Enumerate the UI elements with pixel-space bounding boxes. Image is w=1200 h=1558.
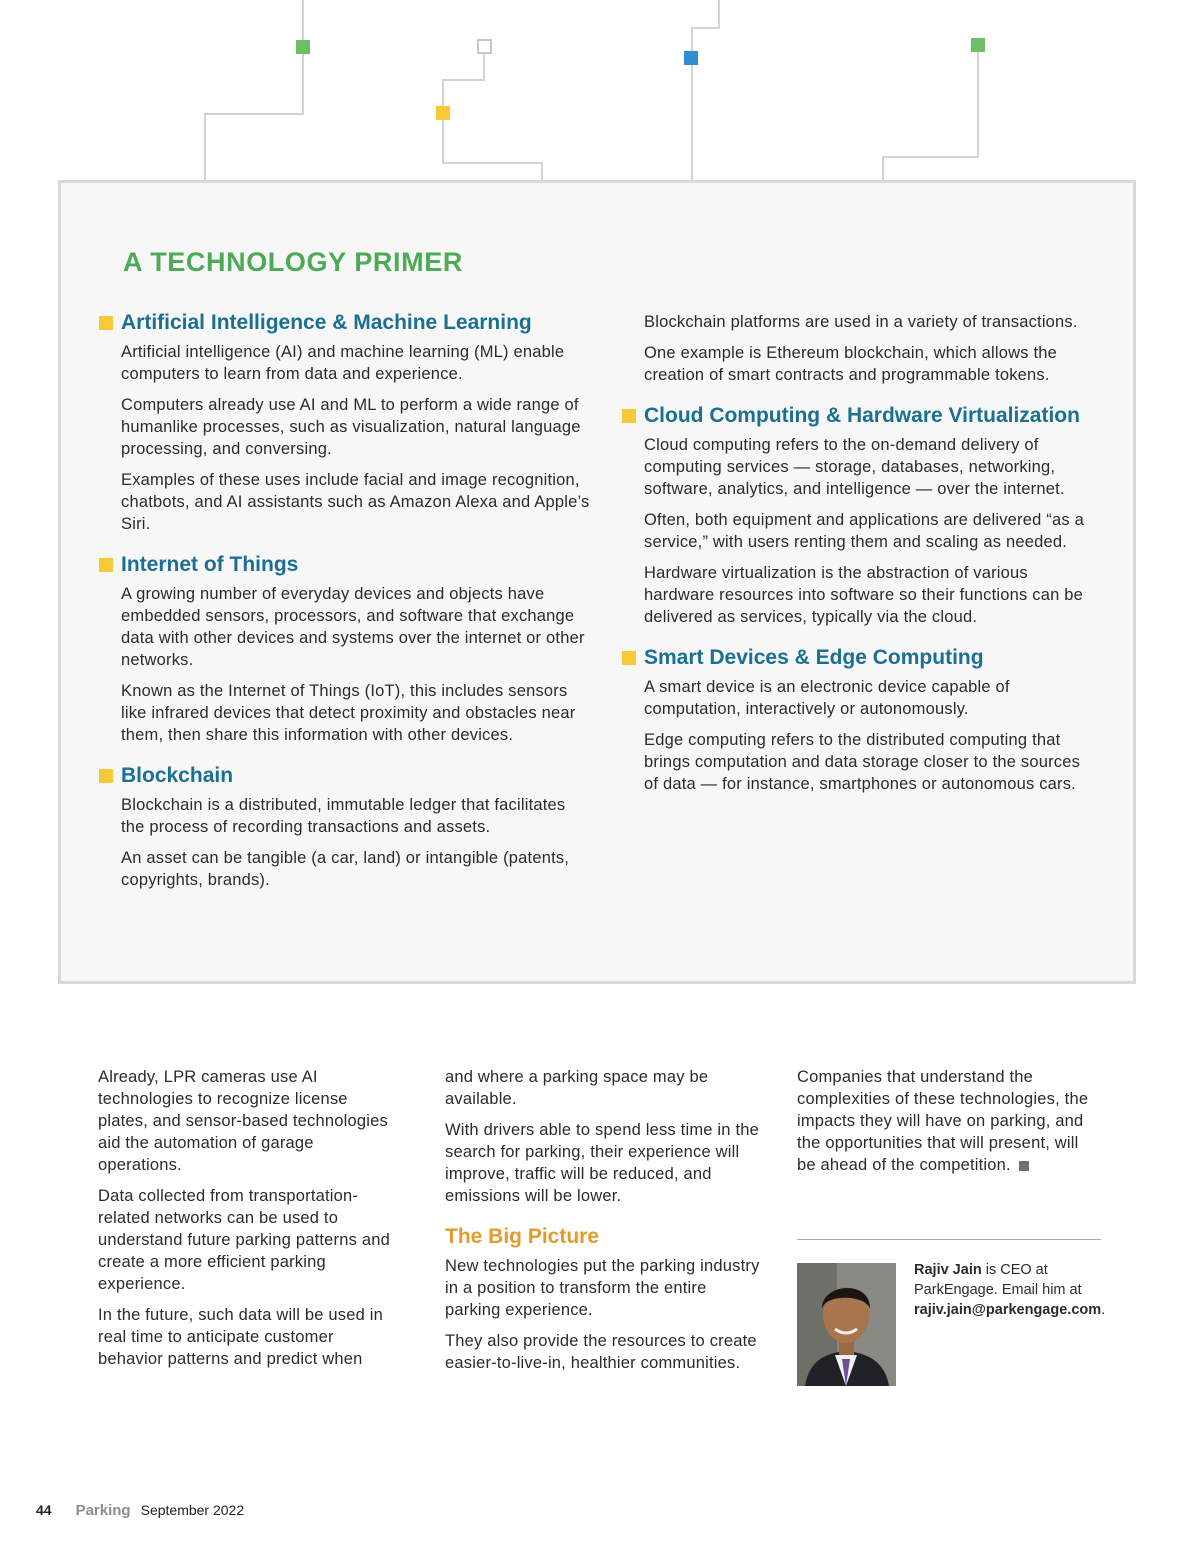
page-number: 44 xyxy=(36,1502,52,1518)
bio-end: . xyxy=(1101,1302,1106,1318)
closing-paragraph xyxy=(797,1066,1101,1176)
circuit-decoration xyxy=(0,0,1200,182)
primer-section-smart-devices xyxy=(644,646,1094,795)
paragraph: An asset can be tangible (a car, land) or intangible (patents, copyrights, brands). xyxy=(121,849,570,889)
primer-section-iot xyxy=(121,553,591,746)
primer-title: A TECHNOLOGY PRIMER xyxy=(123,247,463,277)
paragraph: Blockchain is a distributed, immutable ledger that facilitates the process of recording transactions and assets. xyxy=(121,796,566,836)
paragraph: Computers already use AI and ML to perform a wide range of humanlike processes, such as visualization, natural language processing, and conversing. xyxy=(121,396,581,458)
paragraph: Cloud computing refers to the on-demand delivery of computing services — storage, databases, networking, software, analytics, and intelligence — over the internet. xyxy=(644,436,1065,498)
paragraph: Hardware virtualization is the abstraction of various hardware resources into software so their functions can be delivered as services, typically via the cloud. xyxy=(644,564,1083,626)
yellow-bullet-icon xyxy=(99,558,113,572)
yellow-square-icon xyxy=(436,106,450,120)
paragraph: Already, LPR cameras use AI technologies to recognize license plates, and sensor-based technologies aid the automation of garage operations. xyxy=(98,1068,388,1174)
section-heading: Blockchain xyxy=(121,764,234,787)
paragraph-text: Companies that understand the complexities of these technologies, the impacts they will have on parking, and the opportunities that will present, will be ahead of the competition. xyxy=(797,1068,1089,1174)
paragraph: Data collected from transportation-related networks can be used to understand future parking patterns and create a more efficient parking experience. xyxy=(98,1187,390,1293)
author-photo xyxy=(797,1263,896,1386)
primer-left-column xyxy=(121,311,591,909)
article-column-2 xyxy=(445,1066,760,1383)
paragraph: and where a parking space may be available. xyxy=(445,1068,709,1108)
primer-section-blockchain xyxy=(121,764,591,891)
section-heading: Artificial Intelligence & Machine Learning xyxy=(121,311,532,334)
author-bio xyxy=(914,1260,1106,1320)
paragraph: A growing number of everyday devices and objects have embedded sensors, processors, and software that exchange data with other devices and systems over the internet or other networks. xyxy=(121,585,585,669)
paragraph: New technologies put the parking industry in a position to transform the entire parking experience. xyxy=(445,1257,760,1319)
page-footer xyxy=(36,1502,244,1519)
paragraph: With drivers able to spend less time in the search for parking, their experience will improve, traffic will be reduced, and emissions will be lower. xyxy=(445,1121,759,1205)
primer-section-cloud xyxy=(644,404,1094,628)
paragraph: They also provide the resources to create easier-to-live-in, healthier communities. xyxy=(445,1332,757,1372)
yellow-bullet-icon xyxy=(99,316,113,330)
outline-square-icon xyxy=(478,40,491,53)
green-square-icon xyxy=(296,40,310,54)
section-heading: Smart Devices & Edge Computing xyxy=(644,646,984,669)
author-role: is CEO at ParkEngage. Email him at xyxy=(914,1262,1082,1298)
paragraph: Examples of these uses include facial and image recognition, chatbots, and AI assistants such as Amazon Alexa and Apple’s Siri. xyxy=(121,471,590,533)
magazine-name: Parking xyxy=(75,1502,131,1519)
article-column-1 xyxy=(98,1066,398,1379)
author-name: Rajiv Jain xyxy=(914,1262,982,1278)
paragraph: Known as the Internet of Things (IoT), this includes sensors like infrared devices that detect proximity and obstacles near them, then share this information with other devices. xyxy=(121,682,576,744)
author-email-link[interactable]: rajiv.jain@parkengage.com xyxy=(914,1302,1102,1318)
yellow-bullet-icon xyxy=(622,409,636,423)
paragraph: A smart device is an electronic device capable of computation, interactively or autonomously. xyxy=(644,678,1010,718)
blue-square-icon xyxy=(684,51,698,65)
technology-primer-box xyxy=(58,180,1136,984)
end-mark-icon xyxy=(1019,1161,1029,1171)
paragraph: Edge computing refers to the distributed computing that brings computation and data storage closer to the sources of data — for instance, smartphones or autonomous cars. xyxy=(644,731,1081,793)
primer-right-column xyxy=(644,311,1094,813)
primer-blockchain-continued xyxy=(644,311,1094,386)
paragraph: Artificial intelligence (AI) and machine learning (ML) enable computers to learn from data and experience. xyxy=(121,343,565,383)
yellow-bullet-icon xyxy=(99,769,113,783)
section-heading: Internet of Things xyxy=(121,553,299,576)
issue-date: September 2022 xyxy=(140,1502,245,1518)
paragraph: In the future, such data will be used in real time to anticipate customer behavior patterns and predict when xyxy=(98,1306,384,1368)
paragraph: Blockchain platforms are used in a variety of transactions. xyxy=(644,313,1078,331)
green-square-icon xyxy=(971,38,985,52)
big-picture-heading: The Big Picture xyxy=(445,1225,600,1248)
paragraph: One example is Ethereum blockchain, which allows the creation of smart contracts and programmable tokens. xyxy=(644,344,1058,384)
primer-section-ai-ml xyxy=(121,311,591,535)
author-divider xyxy=(797,1239,1101,1240)
section-heading: Cloud Computing & Hardware Virtualization xyxy=(644,404,1080,427)
article-column-3 xyxy=(797,1066,1101,1185)
yellow-bullet-icon xyxy=(622,651,636,665)
paragraph: Often, both equipment and applications are delivered “as a service,” with users renting them and scaling as needed. xyxy=(644,511,1084,551)
